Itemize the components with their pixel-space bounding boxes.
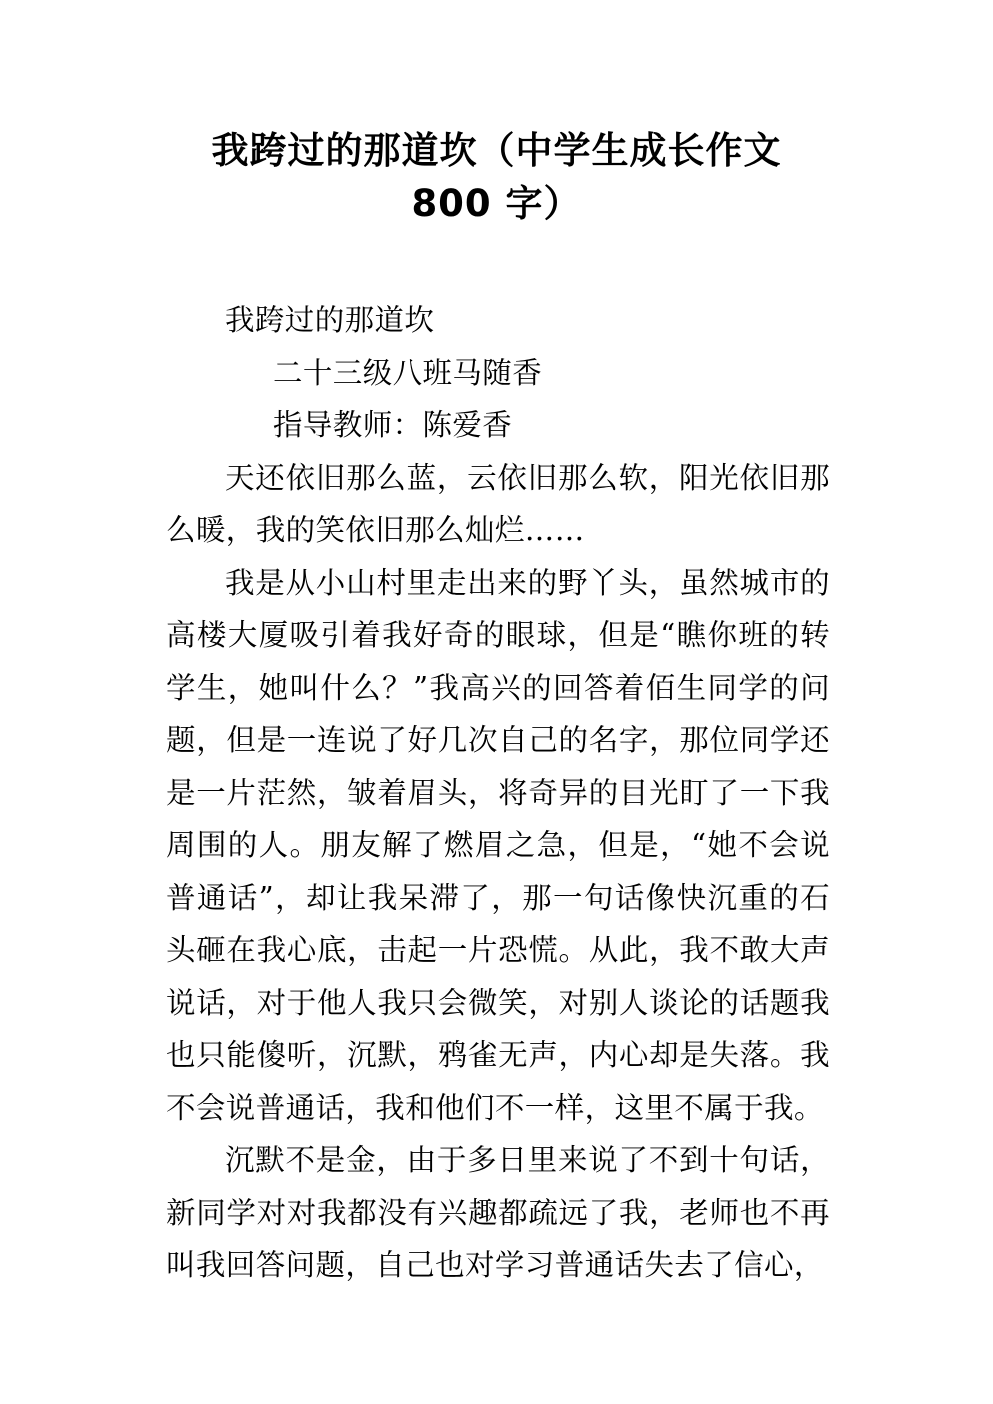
essay-paragraph: 我是从小山村里走出来的野丫头，虽然城市的高楼大厦吸引着我好奇的眼球，但是“瞧你班的转学生，她叫什么？”我高兴的回答着佰生同学的问题，但是一连说了好几次自己的名字，那位同学还是一片茫然，皱着眉头，将奇异的目光盯了一下我周围的人。朋友解了燃眉之急，但是，“她不会说普通话”，却让我呆滞了，那一句话像快沉重的石头砸在我心底，击起一片恐慌。从此，我不敢大声说话，对于他人我只会微笑，对别人谈论的话题我也只能傻听，沉默，鸦雀无声，内心却是失落。我不会说普通话，我和他们不一样，这里不属于我。 [166, 565, 830, 1125]
essay-body [166, 294, 830, 1292]
essay-teacher: 指导教师：陈爱香 [273, 408, 513, 442]
essay-title: 我跨过的那道坎 [225, 303, 435, 337]
document-title-line-2: 800 字） [411, 182, 582, 225]
essay-paragraph: 沉默不是金，由于多日里来说了不到十句话，新同学对对我都没有兴趣都疏远了我，老师也不再叫我回答问题，自己也对学习普通话失去了信心， [166, 1143, 830, 1282]
essay-author: 二十三级八班马随香 [273, 355, 543, 390]
essay-paragraph: 天还依旧那么蓝，云依旧那么软，阳光依旧那么暖，我的笑依旧那么灿烂…… [166, 460, 830, 547]
document-title-line-1: 我跨过的那道坎（中学生成长作文 [211, 129, 782, 172]
